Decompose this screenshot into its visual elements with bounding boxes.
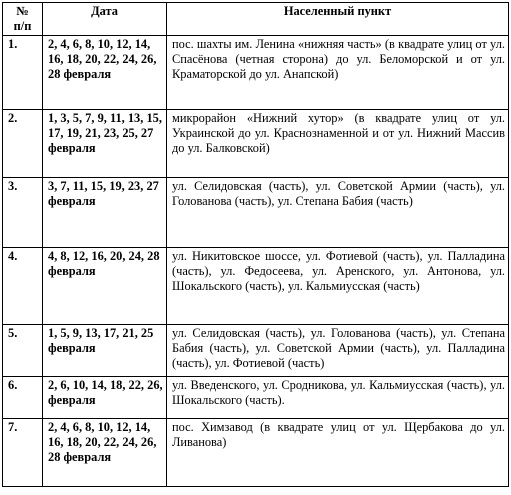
row-number: 7.: [3, 418, 43, 486]
header-place: Населенный пункт: [167, 3, 509, 36]
row-dates: 1, 3, 5, 7, 9, 11, 13, 15, 17, 19, 21, 23, 25, 27 февраля: [43, 109, 167, 177]
table-row: [3, 177, 509, 247]
row-place: пос. шахты им. Ленина «нижняя часть» (в квадрате улиц от ул. Спасёнова (четная сторона) до ул. Беломорской и от ул. Краматорской до ул. Анапской): [167, 35, 509, 109]
header-date: Дата: [43, 3, 167, 36]
row-dates: 2, 4, 6, 8, 10, 12, 14, 16, 18, 20, 22, 24, 26, 28 февраля: [43, 35, 167, 109]
table-row: [3, 324, 509, 376]
row-place: ул. Селидовская (часть), ул. Советской Армии (часть), ул. Голованова (часть), ул. Степана Бабия (часть): [167, 177, 509, 247]
row-number: 3.: [3, 177, 43, 247]
row-dates: 2, 6, 10, 14, 18, 22, 26, февраля: [43, 376, 167, 418]
schedule-table: [2, 2, 509, 487]
table-row: [3, 376, 509, 418]
row-dates: 4, 8, 12, 16, 20, 24, 28 февраля: [43, 247, 167, 324]
row-place: ул. Никитовское шоссе, ул. Фотиевой (часть), ул. Палладина (часть), ул. Федосеева, ул. Аренского, ул. Антонова, ул. Шокальского (часть), ул. Кальмиусская (часть): [167, 247, 509, 324]
row-place: ул. Селидовская (часть), ул. Голованова (часть), ул. Степана Бабия (часть), ул. Советской Армии (часть), ул. Палладина (часть), ул. Фотиевой (часть): [167, 324, 509, 376]
header-number-line2: п/п: [13, 19, 32, 34]
header-number: [3, 3, 43, 36]
row-place: микрорайон «Нижний хутор» (в квадрате улиц от ул. Украинской до ул. Краснознаменной и от ул. Нижний Массив до ул. Балковской): [167, 109, 509, 177]
row-dates: 1, 5, 9, 13, 17, 21, 25 февраля: [43, 324, 167, 376]
row-place: пос. Химзавод (в квадрате улиц от ул. Щербакова до ул. Ливанова): [167, 418, 509, 486]
row-number: 1.: [3, 35, 43, 109]
row-dates: 2, 4, 6, 8, 10, 12, 14, 16, 18, 20, 22, 24, 26, 28 февраля: [43, 418, 167, 486]
row-dates: 3, 7, 11, 15, 19, 23, 27 февраля: [43, 177, 167, 247]
row-number: 4.: [3, 247, 43, 324]
table-row: [3, 35, 509, 109]
header-row: [3, 3, 509, 36]
table-row: [3, 109, 509, 177]
header-number-line1: №: [16, 4, 29, 18]
row-number: 6.: [3, 376, 43, 418]
row-number: 5.: [3, 324, 43, 376]
table-row: [3, 418, 509, 486]
row-place: ул. Введенского, ул. Сродникова, ул. Кальмиусская (часть), ул. Шокальского (часть).: [167, 376, 509, 418]
row-number: 2.: [3, 109, 43, 177]
table-row: [3, 247, 509, 324]
